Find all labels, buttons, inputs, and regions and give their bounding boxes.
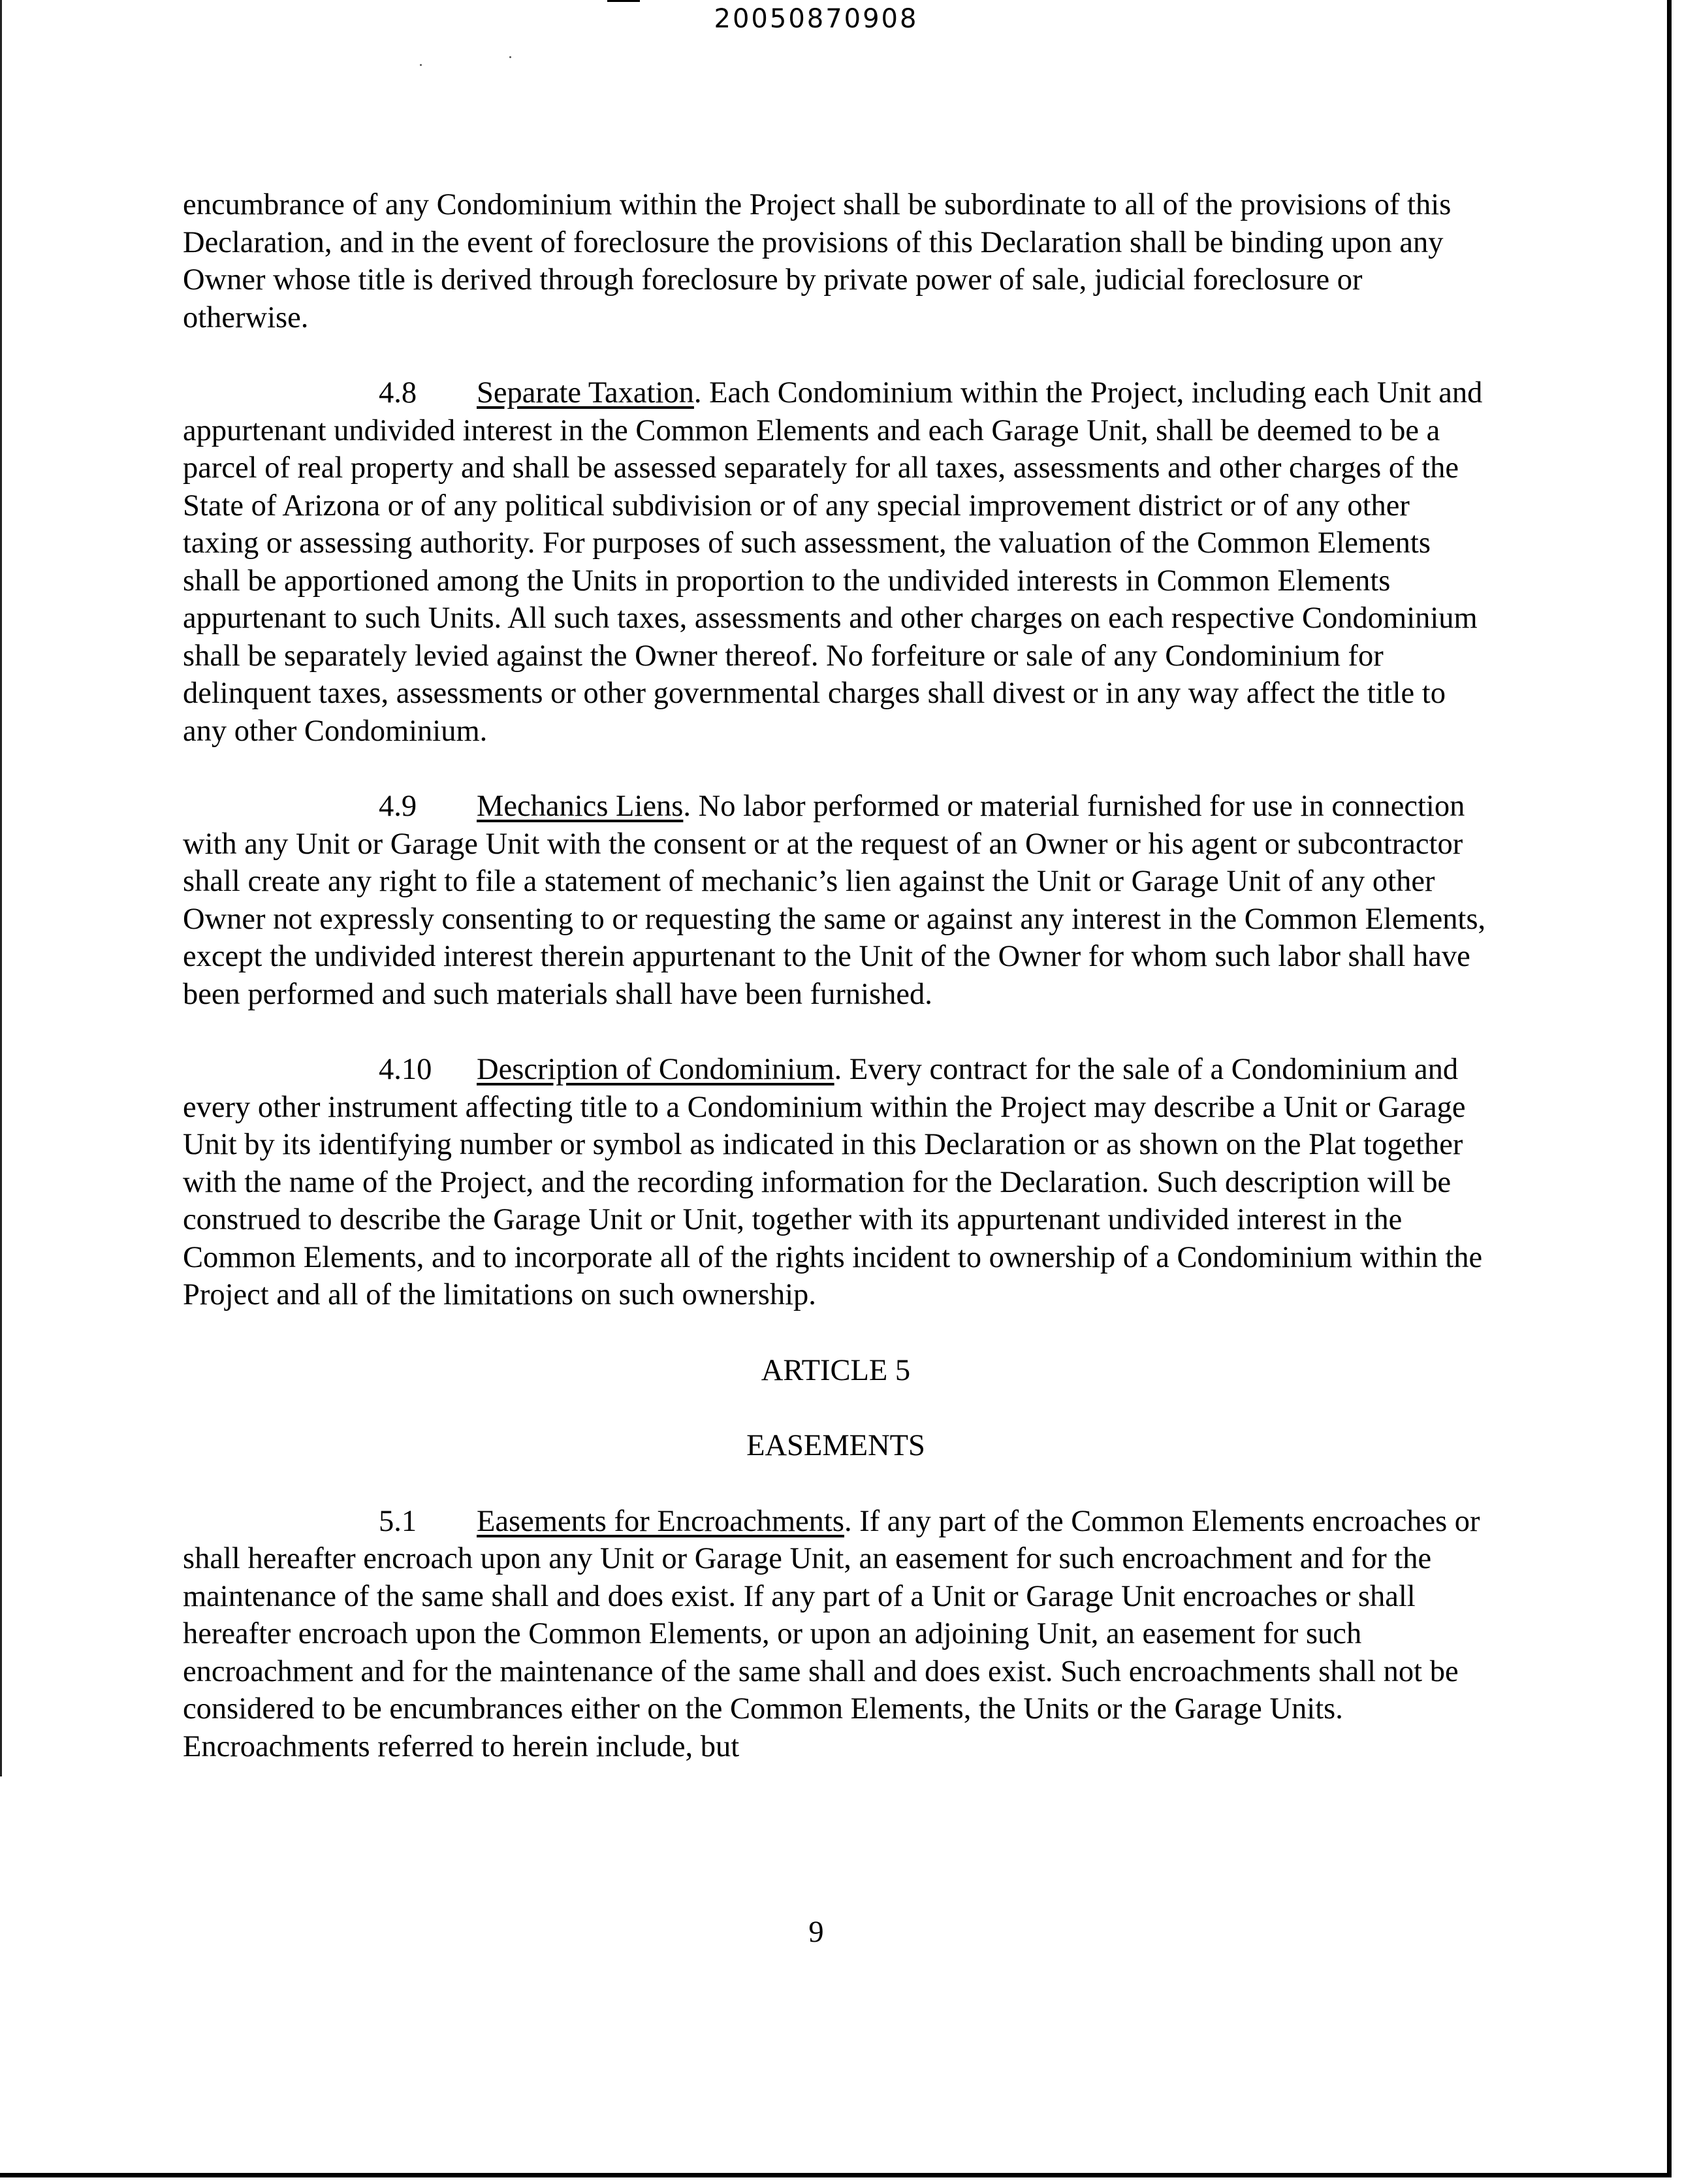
article-heading: EASEMENTS	[746, 1429, 925, 1462]
scan-left-edge	[0, 0, 2, 1776]
section-title: Separate Taxation	[477, 376, 694, 410]
section-text: . Each Condominium within the Project, including each Unit and appurtenant undivided interest in the Common Elements and each Garage Unit, shall be deemed to be a parcel of real property and shall be assessed separately for all taxes, assessments and other charges of the State of Arizona or of any political subdivision or of any special improvement district or of any other taxing or assessing authority. For purposes of such assessment, the valuation of the Common Elements shall be apportioned among the Units in proportion to the undivided interests in Common Elements appurtenant to such Units. All such taxes, assessments and other charges on each respective Condominium shall be separately levied against the Owner thereof. No forfeiture or sale of any Condominium for delinquent taxes, assessments or other governmental charges shall divest or in any way affect the title to any other Condominium.	[183, 376, 1483, 748]
section-4-9	[183, 788, 1489, 1013]
header-dash	[607, 0, 640, 2]
section-number: 4.9	[379, 790, 417, 823]
section-title: Description of Condominium	[477, 1053, 834, 1086]
section-title: Mechanics Liens	[477, 790, 684, 823]
section-text: . No labor performed or material furnished for use in connection with any Unit or Garage Unit with the consent or at the request of an Owner or his agent or subcontractor shall create any right to file a statement of mechanic’s lien against the Unit or Garage Unit of any other Owner not expressly consenting to or requesting the same or against any interest in the Common Elements, except the undivided interest therein appurtenant to the Unit of the Owner for whom such labor shall have been performed and such materials shall have been furnished.	[183, 790, 1486, 1011]
section-number: 4.10	[379, 1053, 432, 1086]
section-text: . If any part of the Common Elements encroaches or shall hereafter encroach upon any Unit or Garage Unit, an easement for such encroachment and for the maintenance of the same shall and does exist. If any part of a Unit or Garage Unit encroaches or shall hereafter encroach upon the Common Elements, or upon an adjoining Unit, an easement for such encroachment and for the maintenance of the same shall and does exist. Such encroachments shall not be considered to be encumbrances either on the Common Elements, the Units or the Garage Units. Encroachments referred to herein include, but	[183, 1504, 1480, 1763]
section-number: 4.8	[379, 376, 417, 410]
section-4-8	[183, 374, 1489, 750]
section-text: . Every contract for the sale of a Condominium and every other instrument affecting title to a Condominium within the Project may describe a Unit or Garage Unit by its identifying number or symbol as indicated in this Declaration or as shown on the Plat together with the name of the Project, and the recording information for the Declaration. Such description will be construed to describe the Garage Unit or Unit, together with its appurtenant undivided interest in the Common Elements, and to incorporate all of the rights incident to ownership of a Condominium within the Project and all of the limitations on such ownership.	[183, 1053, 1483, 1311]
section-number: 5.1	[379, 1504, 417, 1538]
section-5-1	[183, 1503, 1489, 1766]
document-body	[183, 186, 1489, 1803]
article-label: ARTICLE 5	[761, 1353, 911, 1387]
continuation-paragraph: encumbrance of any Condominium within the Project shall be subordinate to all of the provisions of this Declaration, and in the event of foreclosure the provisions of this Declaration shall be binding upon any Owner whose title is derived through foreclosure by private power of sale, judicial foreclosure or otherwise.	[183, 188, 1452, 334]
recording-number: 20050870908	[714, 4, 919, 34]
section-4-10	[183, 1051, 1489, 1314]
scan-speck	[420, 64, 422, 66]
section-title: Easements for Encroachments	[477, 1504, 844, 1538]
page-number: 9	[808, 1916, 824, 1949]
scan-speck	[509, 56, 511, 58]
